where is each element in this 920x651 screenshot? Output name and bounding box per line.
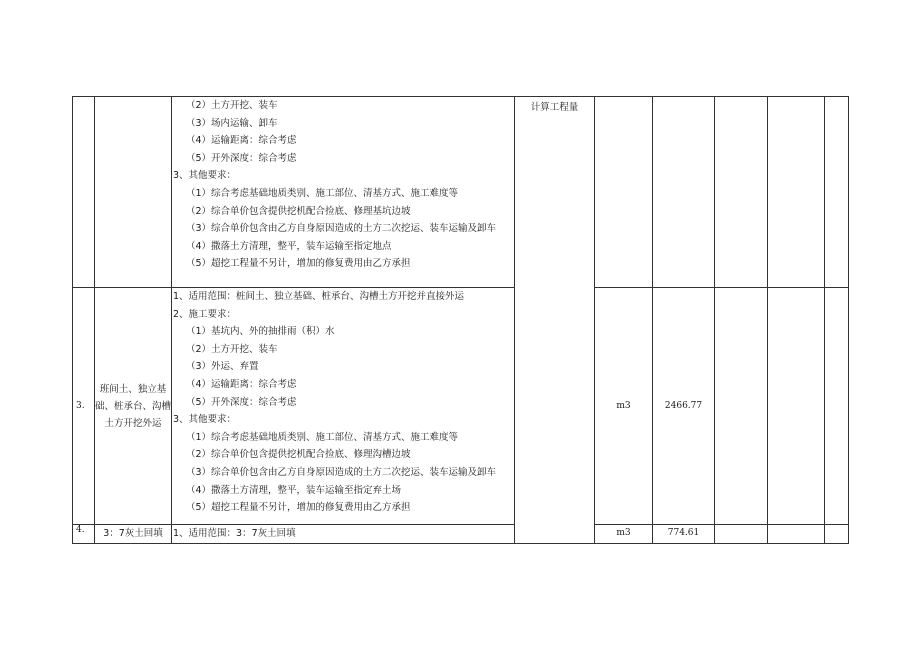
- table-row: [73, 288, 849, 525]
- item-description-cell: [172, 288, 515, 525]
- description-line: （2）综合单价包含提供挖机配合捡底、修理沟槽边坡: [186, 449, 411, 461]
- empty-cell: [825, 525, 849, 544]
- bill-of-quantities-table: [72, 96, 849, 544]
- empty-cell: [825, 97, 849, 288]
- item-number-cell: 4.: [73, 525, 95, 544]
- empty-cell: [715, 525, 768, 544]
- description-line: （4）撒落土方清理，整平，装车运输至指定地点: [186, 240, 392, 252]
- table-row: [73, 525, 849, 544]
- description-line: （4）运输距离：综合考虑: [186, 135, 297, 147]
- item-number-cell: 3.: [73, 288, 95, 525]
- measurement-rule-text: 计算工程量: [530, 102, 579, 113]
- description-line: （3）综合单价包含由乙方自身原因造成的土方二次挖运、装车运输及卸车: [186, 223, 497, 235]
- description-line: （3）综合单价包含由乙方自身原因造成的土方二次挖运、装车运输及卸车: [186, 466, 497, 478]
- description-line: （2）综合单价包含提供挖机配合捡底、修理基坑边坡: [186, 205, 411, 217]
- description-line: （3）场内运输、卸车: [186, 117, 278, 129]
- description-line: （5）超挖工程量不另计，增加的修复费用由乙方承担: [186, 502, 411, 514]
- unit-cell: [595, 97, 653, 288]
- item-name-cell: [95, 97, 172, 288]
- description-line: 1、适用范围：桩间土、独立基础、桩承台、沟槽土方开挖并直接外运: [173, 291, 465, 302]
- description-line: （1）综合考虑基础地质类别、施工部位、清基方式、施工难度等: [186, 431, 459, 443]
- item-name-cell: 3：7灰土回填: [95, 525, 172, 544]
- description-line: 3、其他要求：: [173, 170, 237, 182]
- description-line: （2）土方开挖、装车: [186, 100, 278, 111]
- unit-cell: m3: [595, 525, 653, 544]
- description-line: （1）综合考虑基础地质类别、施工部位、清基方式、施工难度等: [186, 187, 459, 199]
- empty-cell: [768, 525, 825, 544]
- item-number-cell: [73, 97, 95, 288]
- description-line: （5）开外深度：综合考虑: [186, 152, 297, 164]
- unit-cell: m3: [595, 288, 653, 525]
- empty-cell: [825, 288, 849, 525]
- empty-cell: [768, 288, 825, 525]
- empty-cell: [715, 288, 768, 525]
- table-row: [73, 97, 849, 288]
- description-line: 1、适用范围：3：7灰土回填: [173, 528, 296, 539]
- quantity-cell: 774.61: [653, 525, 715, 544]
- description-line: （4）撒落土方清理，整平，装车运输至指定弃土场: [186, 484, 402, 496]
- quantity-cell: [653, 97, 715, 288]
- item-description-cell: [172, 525, 515, 544]
- quantity-cell: 2466.77: [653, 288, 715, 525]
- description-line: 3、其他要求：: [173, 414, 237, 426]
- item-name-cell: 班间土、独立基础、桩承台、沟槽土方开挖外运: [95, 288, 172, 525]
- description-line: （2）土方开挖、装车: [186, 343, 278, 355]
- description-line: （5）超挖工程量不另计，增加的修复费用由乙方承担: [186, 258, 411, 270]
- description-line: （5）开外深度：综合考虑: [186, 396, 297, 408]
- description-line: 2、施工要求：: [173, 308, 237, 320]
- empty-cell: [715, 97, 768, 288]
- measurement-rule-cell: [515, 97, 595, 544]
- description-line: （4）运输距离：综合考虑: [186, 378, 297, 390]
- empty-cell: [768, 97, 825, 288]
- item-description-cell: [172, 97, 515, 288]
- description-line: （1）基坑内、外的抽排雨（积）水: [186, 326, 335, 338]
- description-line: （3）外运、弃置: [186, 361, 259, 373]
